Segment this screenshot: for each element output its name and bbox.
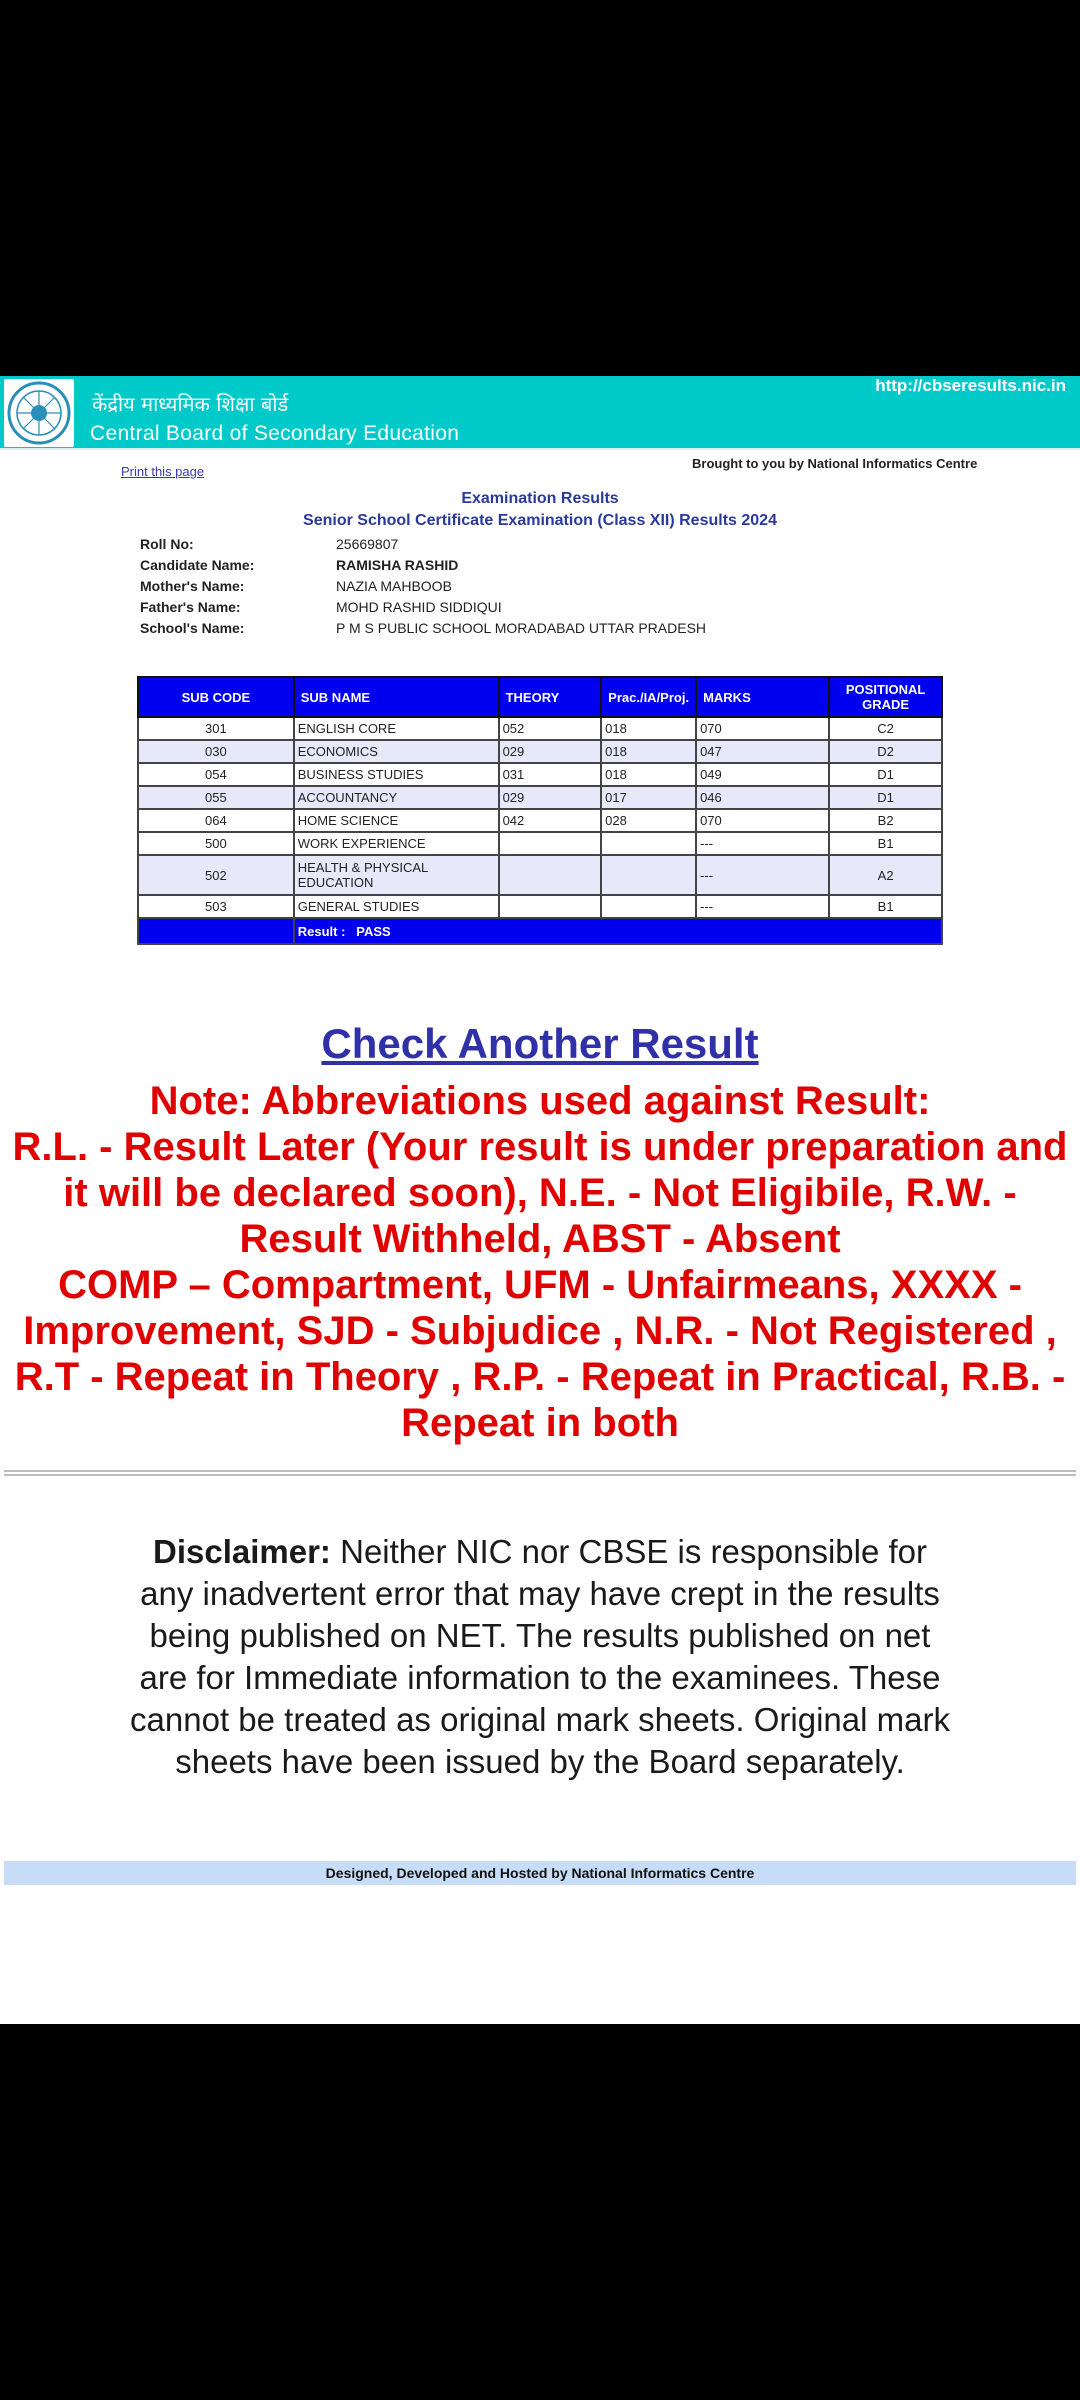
- table-row: [138, 832, 942, 855]
- prac-cell: 017: [601, 786, 696, 809]
- marks-cell: ---: [696, 855, 829, 895]
- table-header-row: [138, 677, 942, 717]
- table-row: [138, 855, 942, 895]
- disclaimer-text: Neither NIC nor CBSE is responsible for any inadvertent error that may have crept in the results being published on NET. The results published on net are for Immediate information to the examinees. These cannot be treated as original mark sheets. Original mark sheets have been issued by the Board separately.: [130, 1533, 950, 1780]
- sub-name-cell: BUSINESS STUDIES: [294, 763, 499, 786]
- note-line: COMP – Compartment, UFM - Unfairmeans, XXXX - Improvement, SJD - Subjudice , N.R. - Not Registered , R.T - Repeat in Theory , R.P. - Repeat in Practical, R.B. - Repeat in both: [14, 1263, 1066, 1445]
- note-line: R.L. - Result Later (Your result is under preparation and it will be declared soon), N.E. - Not Eligibile, R.W. - Result Withheld, ABST - Absent: [12, 1125, 1068, 1261]
- sub-name-cell: WORK EXPERIENCE: [294, 832, 499, 855]
- cbse-emblem-icon: [4, 379, 74, 447]
- cbse-logo: [4, 379, 74, 447]
- marks-table: [137, 676, 943, 945]
- table-row: [138, 809, 942, 832]
- sub-code-cell: 054: [138, 763, 294, 786]
- grade-cell: A2: [829, 855, 942, 895]
- theory-cell: 029: [499, 740, 602, 763]
- marks-cell: 049: [696, 763, 829, 786]
- theory-cell: [499, 855, 602, 895]
- sub-code-cell: 030: [138, 740, 294, 763]
- prac-cell: [601, 832, 696, 855]
- grade-cell: C2: [829, 717, 942, 740]
- info-label: Roll No:: [140, 536, 194, 552]
- footer: Designed, Developed and Hosted by National Informatics Centre: [4, 1861, 1076, 1885]
- column-header: SUB NAME: [294, 677, 499, 717]
- grade-cell: D1: [829, 786, 942, 809]
- father-name-value: MOHD RASHID SIDDIQUI: [336, 599, 502, 615]
- marks-cell: 070: [696, 809, 829, 832]
- mother-name-row: [140, 578, 706, 599]
- status-bar-area: [0, 0, 1080, 376]
- table-row: [138, 717, 942, 740]
- theory-cell: [499, 895, 602, 918]
- roll-no-value: 25669807: [336, 536, 399, 552]
- result-page: [0, 376, 1080, 2024]
- prac-cell: [601, 895, 696, 918]
- sub-code-cell: 500: [138, 832, 294, 855]
- school-name-value: P M S PUBLIC SCHOOL MORADABAD UTTAR PRADESH: [336, 620, 707, 636]
- marks-cell: ---: [696, 895, 829, 918]
- theory-cell: 042: [499, 809, 602, 832]
- table-row: [138, 763, 942, 786]
- disclaimer-label: Disclaimer:: [153, 1533, 331, 1570]
- result-value: PASS: [356, 923, 391, 939]
- candidate-name-value: RAMISHA RASHID: [336, 557, 459, 573]
- divider: [4, 1470, 1076, 1476]
- theory-cell: [499, 832, 602, 855]
- sub-name-cell: ENGLISH CORE: [294, 717, 499, 740]
- brought-by-text: Brought to you by National Informatics Centre: [692, 456, 978, 471]
- candidate-info: [140, 536, 706, 641]
- grade-cell: D1: [829, 763, 942, 786]
- column-header: MARKS: [696, 677, 829, 717]
- info-label: Mother's Name:: [140, 578, 245, 594]
- table-row: [138, 740, 942, 763]
- candidate-name-row: [140, 557, 706, 578]
- school-name-row: [140, 620, 706, 641]
- info-label: Candidate Name:: [140, 557, 255, 573]
- table-row: [138, 786, 942, 809]
- english-title: Central Board of Secondary Education: [90, 422, 460, 445]
- info-label: Father's Name:: [140, 599, 241, 615]
- column-header: POSITIONAL GRADE: [829, 677, 942, 717]
- theory-cell: 031: [499, 763, 602, 786]
- column-header: THEORY: [499, 677, 602, 717]
- sub-name-cell: ACCOUNTANCY: [294, 786, 499, 809]
- sub-code-cell: 301: [138, 717, 294, 740]
- sub-code-cell: 055: [138, 786, 294, 809]
- roll-no-row: [140, 536, 706, 557]
- grade-cell: B2: [829, 809, 942, 832]
- abbreviations-note: [6, 1078, 1074, 1446]
- theory-cell: 052: [499, 717, 602, 740]
- sub-code-cell: 502: [138, 855, 294, 895]
- sub-code-cell: 064: [138, 809, 294, 832]
- exam-title: Examination Results: [461, 490, 619, 507]
- grade-cell: B1: [829, 895, 942, 918]
- father-name-row: [140, 599, 706, 620]
- column-header: SUB CODE: [138, 677, 294, 717]
- mother-name-value: NAZIA MAHBOOB: [336, 578, 452, 594]
- table-row: [138, 895, 942, 918]
- sub-name-cell: HOME SCIENCE: [294, 809, 499, 832]
- column-header: Prac./IA/Proj.: [601, 677, 696, 717]
- result-label: Result :: [297, 923, 346, 939]
- hindi-title: केंद्रीय माध्यमिक शिक्षा बोर्ड: [92, 392, 289, 416]
- sub-name-cell: HEALTH & PHYSICAL EDUCATION: [294, 855, 499, 895]
- sub-name-cell: GENERAL STUDIES: [294, 895, 499, 918]
- check-another-result-link[interactable]: Check Another Result: [321, 1020, 759, 1067]
- note-heading: Note: Abbreviations used against Result:: [149, 1079, 931, 1123]
- grade-cell: D2: [829, 740, 942, 763]
- prac-cell: 028: [601, 809, 696, 832]
- theory-cell: 029: [499, 786, 602, 809]
- navigation-bar-area: [0, 2024, 1080, 2400]
- result-row: [138, 918, 942, 944]
- marks-cell: 046: [696, 786, 829, 809]
- header-banner: [0, 376, 1080, 450]
- grade-cell: B1: [829, 832, 942, 855]
- disclaimer: [130, 1531, 950, 1783]
- marks-cell: 047: [696, 740, 829, 763]
- result-cell: [294, 918, 942, 944]
- prac-cell: [601, 855, 696, 895]
- marks-cell: ---: [696, 832, 829, 855]
- sub-code-cell: 503: [138, 895, 294, 918]
- marks-cell: 070: [696, 717, 829, 740]
- site-url: http://cbseresults.nic.in: [875, 376, 1066, 395]
- sub-name-cell: ECONOMICS: [294, 740, 499, 763]
- result-spacer-cell: [138, 918, 294, 944]
- prac-cell: 018: [601, 763, 696, 786]
- info-label: School's Name:: [140, 620, 245, 636]
- prac-cell: 018: [601, 717, 696, 740]
- prac-cell: 018: [601, 740, 696, 763]
- print-page-link[interactable]: Print this page: [121, 464, 205, 479]
- exam-subtitle: Senior School Certificate Examination (Class XII) Results 2024: [303, 512, 777, 529]
